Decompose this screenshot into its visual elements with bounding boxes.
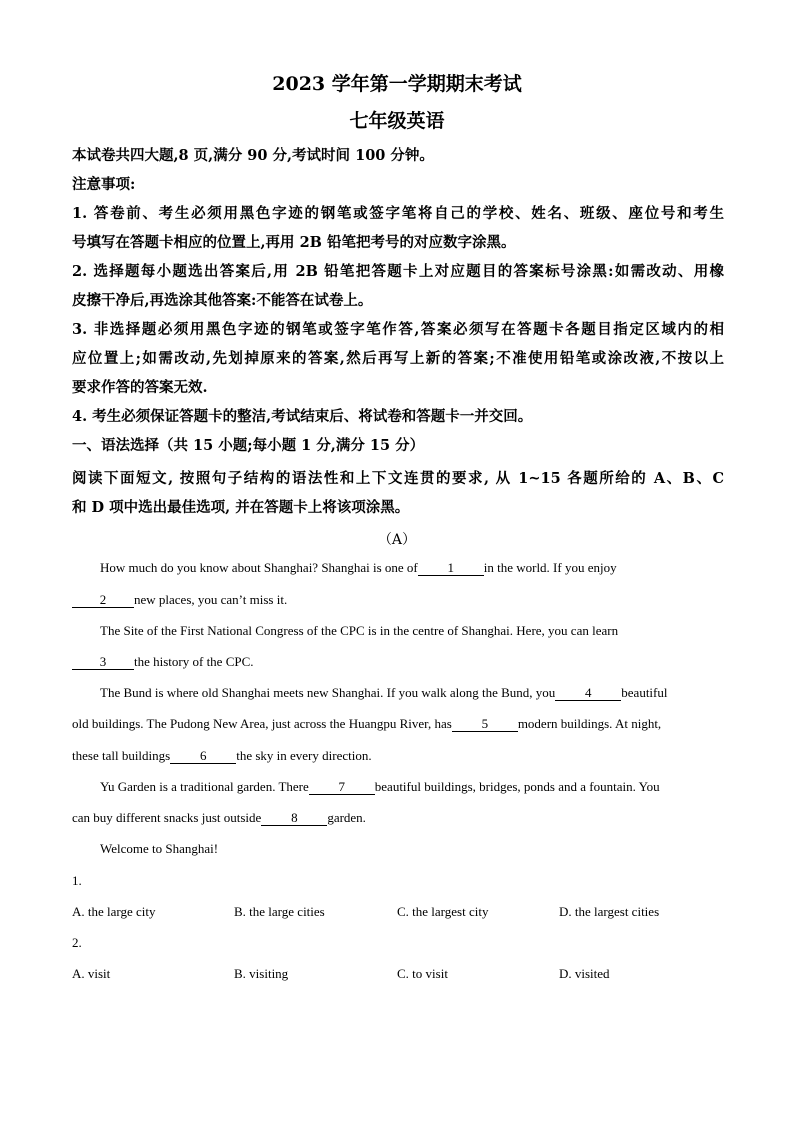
note-1-line-2: 号填写在答题卡相应的位置上,再用 2B 铅笔把考号的对应数字涂黑。 xyxy=(72,234,516,251)
passage-line-7 xyxy=(72,748,372,764)
passage-text: these tall buildings xyxy=(72,748,171,763)
note-3-line-3: 要求作答的答案无效. xyxy=(72,379,208,396)
passage-line-3: The Site of the First National Congress of the CPC is in the centre of Shanghai. Here, you can learn xyxy=(100,623,619,638)
section-instruction-line-2: 和 D 项中选出最佳选项, 并在答题卡上将该项涂黑。 xyxy=(72,499,410,516)
blank-5: 5 xyxy=(452,717,518,732)
passage-text: modern buildings. At night, xyxy=(517,716,662,731)
blank-8: 8 xyxy=(261,811,327,826)
passage-line-6 xyxy=(72,716,661,732)
question-2-option-c: C. to visit xyxy=(397,966,448,981)
passage-text: beautiful buildings, bridges, ponds and a fountain. You xyxy=(374,779,660,794)
passage-text: the history of the CPC. xyxy=(134,654,254,669)
section-heading: 一、语法选择（共 15 小题;每小题 1 分,满分 15 分） xyxy=(72,437,425,454)
passage-text: Yu Garden is a traditional garden. There xyxy=(100,779,309,794)
note-2-line-1: 2. 选择题每小题选出答案后,用 2B 铅笔把答题卡上对应题目的答案标号涂黑:如需改动、用橡 xyxy=(72,263,724,280)
passage-line-5 xyxy=(100,685,668,701)
passage-text: The Bund is where old Shanghai meets new Shanghai. If you walk along the Bund, you xyxy=(100,685,556,700)
note-3-line-2: 应位置上;如需改动,先划掉原来的答案,然后再写上新的答案;不准使用铅笔或涂改液,不按以上 xyxy=(72,350,724,367)
passage-text: new places, you can’t miss it. xyxy=(134,592,288,607)
exam-title: 2023 学年第一学期期末考试 xyxy=(272,73,522,95)
passage-text: beautiful xyxy=(621,685,668,700)
passage-text: in the world. If you enjoy xyxy=(483,560,617,575)
passage-text: old buildings. The Pudong New Area, just across the Huangpu River, has xyxy=(72,716,452,731)
note-1-line-1: 1. 答卷前、考生必须用黑色字迹的钢笔或签字笔将自己的学校、姓名、班级、座位号和考生 xyxy=(72,205,724,222)
note-3-line-1: 3. 非选择题必须用黑色字迹的钢笔或签字笔作答,答案必须写在答题卡各题目指定区域内的相 xyxy=(72,321,724,338)
note-2-line-2: 皮擦干净后,再选涂其他答案:不能答在试卷上。 xyxy=(72,292,373,309)
passage-line-1 xyxy=(100,560,617,576)
question-1-option-a: A. the large city xyxy=(72,904,156,919)
passage-line-10: Welcome to Shanghai! xyxy=(100,841,219,856)
blank-3: 3 xyxy=(72,655,134,670)
passage-text: the sky in every direction. xyxy=(236,748,372,763)
notes-heading: 注意事项: xyxy=(72,176,136,193)
section-instruction-line-1: 阅读下面短文, 按照句子结构的语法性和上下文连贯的要求, 从 1~15 各题所给的 A、B、C xyxy=(72,470,724,487)
passage-line-2 xyxy=(72,592,287,608)
blank-6: 6 xyxy=(170,749,236,764)
question-2-option-d: D. visited xyxy=(559,966,610,981)
passage-line-9 xyxy=(72,810,366,826)
exam-subject: 七年级英语 xyxy=(349,110,445,132)
blank-2: 2 xyxy=(72,593,134,608)
blank-4: 4 xyxy=(555,686,621,701)
passage-label: （A） xyxy=(377,532,417,548)
passage-text: How much do you know about Shanghai? Shanghai is one of xyxy=(100,560,418,575)
question-1-number: 1. xyxy=(72,873,82,888)
question-2-option-b: B. visiting xyxy=(234,966,289,981)
question-2-number: 2. xyxy=(72,935,82,950)
question-1-option-c: C. the largest city xyxy=(397,904,489,919)
blank-7: 7 xyxy=(309,780,375,795)
exam-summary: 本试卷共四大题,8 页,满分 90 分,考试时间 100 分钟。 xyxy=(72,147,434,164)
question-1-option-b: B. the large cities xyxy=(234,904,325,919)
passage-text: garden. xyxy=(327,810,366,825)
note-4: 4. 考生必须保证答题卡的整洁,考试结束后、将试卷和答题卡一并交回。 xyxy=(72,408,533,425)
question-1-option-d: D. the largest cities xyxy=(559,904,660,919)
question-2-option-a: A. visit xyxy=(72,966,111,981)
passage-line-4 xyxy=(72,654,254,670)
passage-line-8 xyxy=(100,779,660,795)
blank-1: 1 xyxy=(418,561,484,576)
passage-text: can buy different snacks just outside xyxy=(72,810,262,825)
